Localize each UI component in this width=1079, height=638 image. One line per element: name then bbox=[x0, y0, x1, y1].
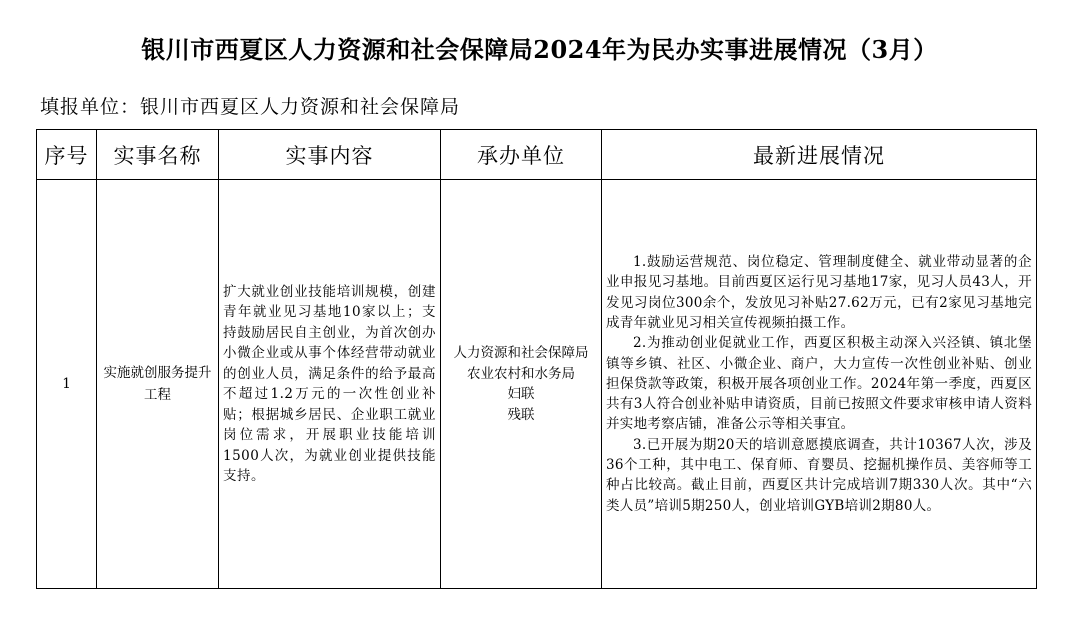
progress-item: 1.鼓励运营规范、岗位稳定、管理制度健全、就业带动显著的企业申报见习基地。目前西夏区运行见习基地17家，见习人员43人，开发见习岗位300余个，发放见习补贴27.62万元，已有2家见习基地完成青年就业见习相关宣传视频拍摄工作。 bbox=[606, 254, 1032, 331]
row-content: 扩大就业创业技能培训规模，创建青年就业见习基地10家以上；支持鼓励居民自主创业，为首次创办小微企业或从事个体经营带动就业的创业人员，满足条件的给予最高不超过1.2万元的一次性创业补贴；根据城乡居民、企业职工就业岗位需求，开展职业技能培训1500人次，为就业创业提供技能支持。 bbox=[219, 180, 441, 589]
header-content: 实事内容 bbox=[219, 130, 441, 180]
organizer-item: 农业农村和水务局 bbox=[467, 365, 575, 382]
row-name: 实施就创服务提升工程 bbox=[97, 180, 219, 589]
table-header-row bbox=[37, 130, 1037, 180]
filing-unit: 填报单位：银川市西夏区人力资源和社会保障局 bbox=[40, 96, 461, 118]
header-progress: 最新进展情况 bbox=[602, 130, 1037, 180]
organizer-item: 残联 bbox=[507, 406, 535, 423]
page-title: 银川市西夏区人力资源和社会保障局2024年为民办实事进展情况（3月） bbox=[141, 35, 938, 64]
header-index: 序号 bbox=[37, 130, 97, 180]
header-name: 实事名称 bbox=[97, 130, 219, 180]
row-progress bbox=[602, 180, 1037, 589]
row-organizers bbox=[441, 180, 602, 589]
row-index: 1 bbox=[37, 180, 97, 589]
progress-item: 3.已开展为期20天的培训意愿摸底调查，共计10367人次，涉及36个工种，其中电工、保育师、育婴员、挖掘机操作员、美容师等工种占比较高。截止目前，西夏区共计完成培训7期330人次。其中“六类人员”培训5期250人，创业培训GYB培训2期80人。 bbox=[606, 436, 1032, 514]
table-row bbox=[37, 180, 1037, 589]
organizer-item: 妇联 bbox=[507, 386, 535, 402]
progress-table bbox=[36, 129, 1037, 589]
progress-item: 2.为推动创业促就业工作，西夏区积极主动深入兴泾镇、镇北堡镇等乡镇、社区、小微企业、商户，大力宣传一次性创业补贴、创业担保贷款等政策，积极开展各项创业工作。2024年第一季度，西夏区共有3人符合创业补贴申请资质，目前已按照文件要求审核申请人资料并实地考察店铺，准备公示等相关事宜。 bbox=[606, 335, 1032, 433]
organizer-item: 人力资源和社会保障局 bbox=[453, 345, 589, 361]
header-organizer: 承办单位 bbox=[441, 130, 602, 180]
